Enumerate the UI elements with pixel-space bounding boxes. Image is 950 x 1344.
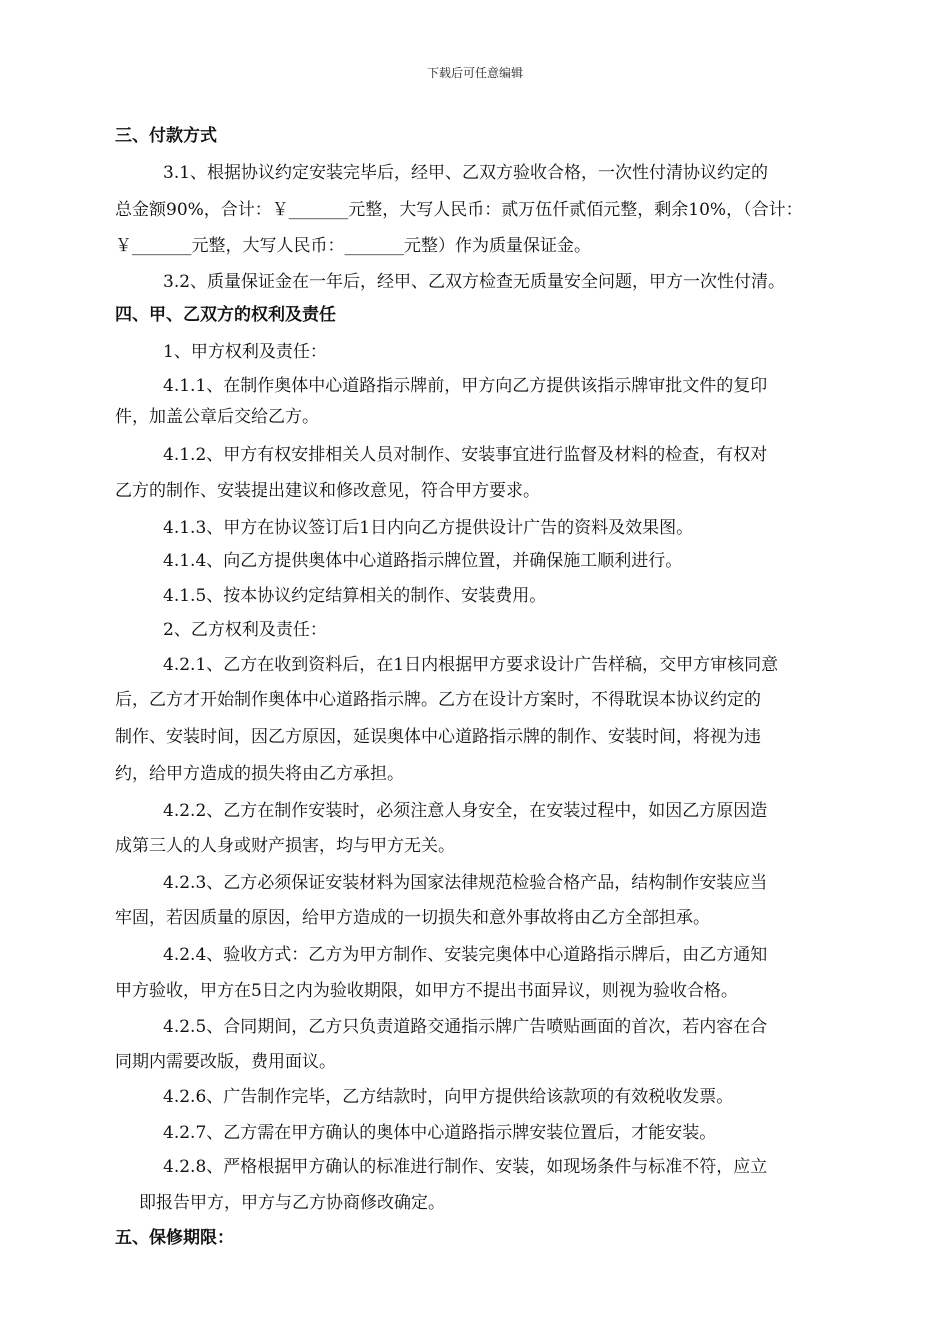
paragraph-line: 3.1、根据协议约定安装完毕后，经甲、乙双方验收合格，一次性付清协议约定的	[163, 163, 769, 183]
paragraph-line: 乙方的制作、安装提出建议和修改意见，符合甲方要求。	[115, 481, 540, 501]
section-heading-rights: 四、甲、乙双方的权利及责任	[115, 305, 336, 325]
paragraph-line: 总金额90%，合计：￥_______元整，大写人民币：贰万伍仟贰佰元整，剩余10%，（合计：	[115, 200, 803, 220]
paragraph-line: 同期内需要改版，费用面议。	[115, 1052, 336, 1072]
paragraph-line: 4.1.1、在制作奥体中心道路指示牌前，甲方向乙方提供该指示牌审批文件的复印	[163, 376, 768, 396]
paragraph-line: 4.2.3、乙方必须保证安装材料为国家法律规范检验合格产品，结构制作安装应当	[163, 873, 768, 893]
paragraph-line: 约，给甲方造成的损失将由乙方承担。	[115, 764, 404, 784]
paragraph-line: 4.2.1、乙方在收到资料后，在1日内根据甲方要求设计广告样稿，交甲方审核同意	[163, 655, 779, 675]
paragraph-line: 件，加盖公章后交给乙方。	[115, 407, 319, 427]
section-heading-warranty: 五、保修期限：	[115, 1228, 234, 1248]
paragraph-line: 4.1.5、按本协议约定结算相关的制作、安装费用。	[163, 586, 547, 606]
paragraph-line: 即报告甲方，甲方与乙方协商修改确定。	[139, 1193, 445, 1213]
paragraph-line: 4.2.8、严格根据甲方确认的标准进行制作、安装，如现场条件与标准不符，应立	[163, 1157, 768, 1177]
paragraph-line: 4.2.6、广告制作完毕，乙方结款时，向甲方提供给该款项的有效税收发票。	[163, 1087, 734, 1107]
paragraph-line: 制作、安装时间，因乙方原因，延误奥体中心道路指示牌的制作、安装时间，将视为违	[115, 727, 761, 747]
paragraph-line: 成第三人的人身或财产损害，均与甲方无关。	[115, 836, 455, 856]
paragraph-line: ￥_______元整，大写人民币：_______元整）作为质量保证金。	[115, 236, 591, 256]
paragraph-line: 4.1.4、向乙方提供奥体中心道路指示牌位置，并确保施工顺利进行。	[163, 551, 683, 571]
section-heading-payment: 三、付款方式	[115, 126, 217, 146]
subheading-party-a: 1、甲方权利及责任：	[163, 342, 327, 362]
paragraph-line: 牢固，若因质量的原因，给甲方造成的一切损失和意外事故将由乙方全部担承。	[115, 908, 710, 928]
paragraph-line: 甲方验收，甲方在5日之内为验收期限，如甲方不提出书面异议，则视为验收合格。	[115, 981, 738, 1001]
paragraph-line: 3.2、质量保证金在一年后，经甲、乙双方检查无质量安全问题，甲方一次性付清。	[163, 272, 786, 292]
paragraph-line: 4.1.2、甲方有权安排相关人员对制作、安装事宜进行监督及材料的检查，有权对	[163, 445, 768, 465]
paragraph-line: 4.2.7、乙方需在甲方确认的奥体中心道路指示牌安装位置后，才能安装。	[163, 1123, 717, 1143]
paragraph-line: 4.2.5、合同期间，乙方只负责道路交通指示牌广告喷贴画面的首次，若内容在合	[163, 1017, 768, 1037]
paragraph-line: 4.2.4、验收方式：乙方为甲方制作、安装完奥体中心道路指示牌后，由乙方通知	[163, 945, 768, 965]
paragraph-line: 4.2.2、乙方在制作安装时，必须注意人身安全，在安装过程中，如因乙方原因造	[163, 801, 768, 821]
paragraph-line: 4.1.3、甲方在协议签订后1日内向乙方提供设计广告的资料及效果图。	[163, 518, 694, 538]
paragraph-line: 后，乙方才开始制作奥体中心道路指示牌。乙方在设计方案时，不得耽误本协议约定的	[115, 690, 761, 710]
page-header: 下载后可任意编辑	[426, 66, 523, 80]
subheading-party-b: 2、乙方权利及责任：	[163, 620, 327, 640]
